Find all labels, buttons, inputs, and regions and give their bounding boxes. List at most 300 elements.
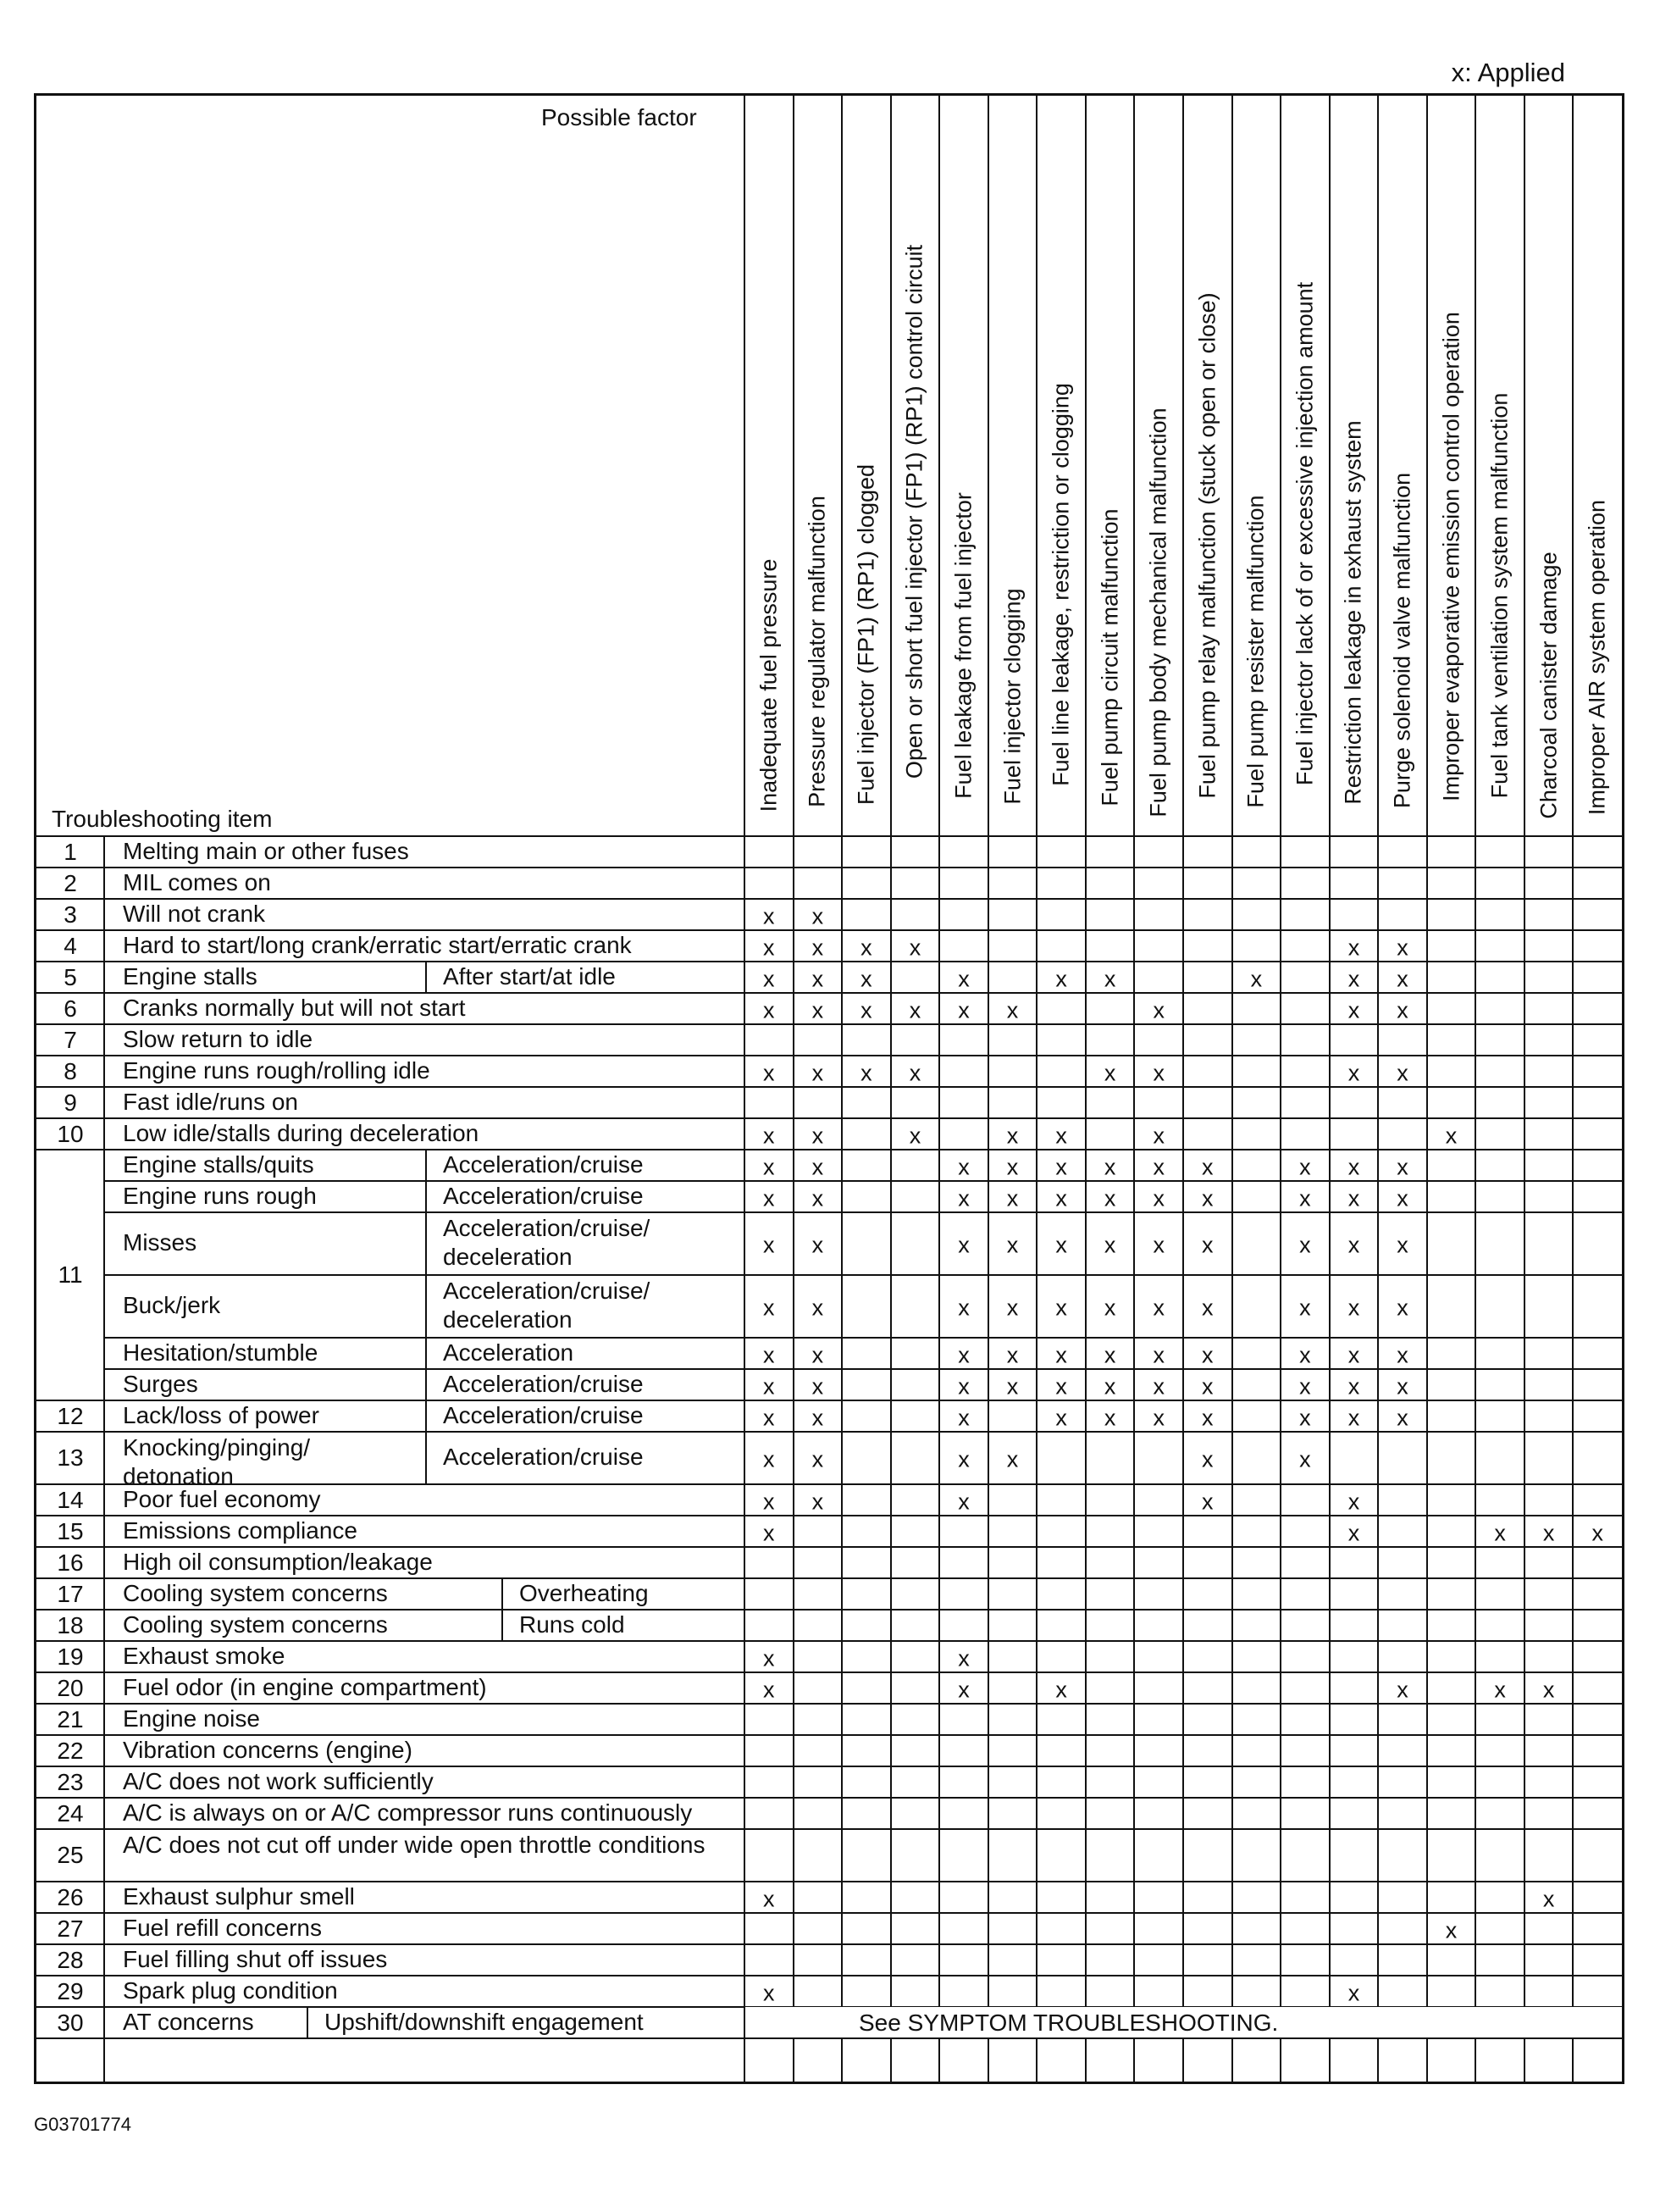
factor-column-header: Charcoal canister damage: [1536, 552, 1562, 819]
row-divider: [36, 1766, 1622, 1767]
column-divider: [890, 96, 892, 2082]
column-divider: [938, 96, 940, 2082]
figure-id: G03701774: [34, 2114, 131, 2135]
applied-mark: x: [860, 966, 872, 991]
applied-mark: x: [958, 1185, 970, 1211]
troubleshooting-item: Cranks normally but will not start: [123, 994, 466, 1021]
row-number: 30: [57, 2009, 84, 2036]
applied-mark: x: [909, 997, 921, 1023]
row-number: 29: [57, 1977, 84, 2004]
applied-mark: x: [1104, 1342, 1116, 1367]
row-divider: [36, 1703, 1622, 1705]
condition-divider: [501, 1610, 503, 1641]
applied-mark: x: [811, 1123, 824, 1148]
applied-mark: x: [763, 1405, 775, 1430]
applied-mark: x: [1397, 997, 1408, 1023]
row-divider: [36, 1546, 1622, 1548]
applied-mark: x: [811, 1489, 824, 1514]
applied-mark: x: [1006, 1232, 1019, 1258]
row-number: 4: [64, 932, 77, 959]
troubleshooting-item: Vibration concerns (engine): [123, 1736, 412, 1763]
condition-label: Overheating: [519, 1579, 649, 1606]
applied-mark: x: [1299, 1185, 1311, 1211]
applied-mark: x: [1397, 1185, 1408, 1211]
applied-mark: x: [1494, 1520, 1506, 1545]
applied-mark: x: [1397, 1232, 1408, 1258]
applied-mark: x: [811, 1154, 824, 1179]
row-divider: [36, 1975, 1622, 1976]
column-divider: [1182, 96, 1184, 2082]
troubleshooting-table: [34, 93, 1624, 2084]
column-divider: [1377, 96, 1379, 2082]
applied-mark: x: [1542, 1677, 1555, 1702]
row-divider: [36, 1640, 1622, 1642]
factor-column-header: Fuel injector clogging: [999, 588, 1026, 805]
possible-factor-label: Possible factor: [541, 104, 697, 130]
row-divider: [36, 1881, 1622, 1882]
troubleshooting-item: Engine stalls/quits: [123, 1150, 314, 1178]
applied-mark: x: [860, 934, 872, 960]
applied-mark: x: [860, 1060, 872, 1085]
applied-mark: x: [909, 1060, 921, 1085]
row-divider: [36, 1023, 1622, 1025]
applied-mark: x: [1494, 1677, 1506, 1702]
column-divider: [1280, 96, 1281, 2082]
applied-mark: x: [1055, 966, 1067, 991]
applied-mark: x: [1202, 1446, 1214, 1472]
condition-divider: [425, 1338, 427, 1369]
factor-column-header: Fuel pump body mechanical malfunction: [1145, 407, 1171, 818]
row-number: 9: [64, 1089, 77, 1116]
legend-text: x: Applied: [1451, 58, 1565, 87]
column-divider: [841, 96, 843, 2082]
applied-mark: x: [1104, 1154, 1116, 1179]
troubleshooting-item: Engine runs rough/rolling idle: [123, 1056, 430, 1084]
applied-mark: x: [1299, 1154, 1311, 1179]
row-number: 14: [57, 1486, 84, 1513]
applied-mark: x: [1153, 997, 1165, 1023]
row-number: 16: [57, 1549, 84, 1576]
applied-mark: x: [763, 1154, 775, 1179]
applied-mark: x: [811, 1373, 824, 1399]
applied-mark: x: [1104, 1232, 1116, 1258]
applied-mark: x: [1202, 1154, 1214, 1179]
applied-mark: x: [763, 1645, 775, 1671]
applied-mark: x: [958, 1446, 970, 1472]
troubleshooting-item: AT concerns: [123, 2008, 254, 2035]
row-divider: [36, 1828, 1622, 1830]
row-number: 25: [57, 1842, 84, 1868]
factor-column-header: Purge solenoid valve malfunction: [1389, 472, 1415, 808]
condition-divider: [425, 1275, 427, 1338]
row-number: 20: [57, 1674, 84, 1701]
applied-mark: x: [958, 1677, 970, 1702]
row-divider: [36, 1734, 1622, 1736]
applied-mark: x: [1055, 1154, 1067, 1179]
applied-mark: x: [1153, 1373, 1165, 1399]
row-divider: [36, 1117, 1622, 1119]
row-number: 2: [64, 869, 77, 896]
troubleshooting-item: Engine noise: [123, 1705, 260, 1732]
applied-mark: x: [909, 934, 921, 960]
applied-mark: x: [1153, 1123, 1165, 1148]
condition-divider: [425, 1369, 427, 1400]
row-divider: [36, 1086, 1622, 1088]
applied-mark: x: [1397, 1342, 1408, 1367]
troubleshooting-item-label: Troubleshooting item: [52, 806, 273, 832]
applied-mark: x: [1006, 1446, 1019, 1472]
condition-label: Acceleration/cruise: [443, 1182, 644, 1209]
applied-mark: x: [1104, 1294, 1116, 1321]
applied-mark: x: [958, 1489, 970, 1514]
row-number: 22: [57, 1737, 84, 1764]
troubleshooting-item: Exhaust smoke: [123, 1642, 285, 1669]
condition-label: After start/at idle: [443, 962, 616, 990]
applied-mark: x: [958, 1645, 970, 1671]
applied-mark: x: [958, 1232, 970, 1258]
condition-label: Acceleration/cruise: [443, 1370, 644, 1397]
row-number: 23: [57, 1768, 84, 1795]
applied-mark: x: [1104, 1373, 1116, 1399]
applied-mark: x: [1347, 934, 1360, 960]
applied-mark: x: [763, 1232, 775, 1258]
troubleshooting-item: Fuel odor (in engine compartment): [123, 1673, 487, 1700]
row-number: 11: [58, 1261, 83, 1288]
troubleshooting-item: Hesitation/stumble: [123, 1339, 318, 1366]
applied-mark: x: [811, 1294, 824, 1321]
row-divider: [36, 867, 1622, 868]
applied-mark: x: [1202, 1405, 1214, 1430]
header-divider: [36, 835, 1622, 837]
applied-mark: x: [1347, 1373, 1360, 1399]
factor-column-header: Fuel leakage from fuel injector: [950, 492, 977, 800]
row-divider: [36, 2037, 1622, 2039]
row-divider: [36, 1797, 1622, 1799]
troubleshooting-item: Engine stalls: [123, 962, 257, 990]
applied-mark: x: [1006, 1342, 1019, 1367]
troubleshooting-item: Hard to start/long crank/erratic start/erratic crank: [123, 931, 632, 958]
applied-mark: x: [1104, 1060, 1116, 1085]
applied-mark: x: [958, 997, 970, 1023]
row-number: 28: [57, 1946, 84, 1973]
factor-column-header: Fuel pump circuit malfunction: [1097, 508, 1123, 807]
applied-mark: x: [958, 1373, 970, 1399]
applied-mark: x: [763, 934, 775, 960]
applied-mark: x: [1006, 1185, 1019, 1211]
troubleshooting-item: MIL comes on: [123, 868, 271, 895]
applied-mark: x: [763, 1489, 775, 1514]
applied-mark: x: [1006, 1294, 1019, 1321]
applied-mark: x: [763, 1060, 775, 1085]
column-divider: [1133, 96, 1135, 2082]
factor-column-header: Improper AIR system operation: [1584, 499, 1610, 815]
applied-mark: x: [811, 966, 824, 991]
applied-mark: x: [763, 1446, 775, 1472]
troubleshooting-item: A/C does not work sufficiently: [123, 1767, 434, 1794]
row-number: 1: [64, 838, 77, 865]
number-column-divider: [103, 836, 105, 2082]
applied-mark: x: [1250, 966, 1263, 991]
row-divider: [36, 898, 1622, 900]
applied-mark: x: [1153, 1154, 1165, 1179]
applied-mark: x: [1153, 1185, 1165, 1211]
applied-mark: x: [1542, 1520, 1555, 1545]
row-divider: [36, 961, 1622, 962]
troubleshooting-item: Melting main or other fuses: [123, 837, 409, 864]
row-divider: [36, 929, 1622, 931]
column-divider: [1524, 96, 1525, 2082]
row-number: 7: [64, 1026, 77, 1053]
condition-label: Acceleration/cruise: [443, 1150, 644, 1178]
applied-mark: x: [1202, 1185, 1214, 1211]
troubleshooting-item: Misses: [123, 1229, 197, 1256]
applied-mark: x: [1347, 997, 1360, 1023]
factor-column-header: Fuel line leakage, restriction or clogging: [1048, 382, 1074, 786]
row-divider: [36, 1400, 1622, 1401]
row-divider: [36, 992, 1622, 994]
condition-label: Acceleration/cruise/ deceleration: [443, 1215, 650, 1270]
applied-mark: x: [1397, 966, 1408, 991]
applied-mark: x: [811, 934, 824, 960]
troubleshooting-item: Exhaust sulphur smell: [123, 1882, 355, 1910]
applied-mark: x: [958, 1294, 970, 1321]
condition-label: Acceleration/cruise: [443, 1401, 644, 1428]
applied-mark: x: [1153, 1060, 1165, 1085]
troubleshooting-item: Fuel filling shut off issues: [123, 1945, 388, 1972]
condition-label: Acceleration: [443, 1339, 574, 1366]
applied-mark: x: [1153, 1232, 1165, 1258]
applied-mark: x: [763, 997, 775, 1023]
applied-mark: x: [1055, 1294, 1067, 1321]
applied-mark: x: [1055, 1373, 1067, 1399]
applied-mark: x: [811, 1232, 824, 1258]
row-divider: [36, 1671, 1622, 1673]
applied-mark: x: [1299, 1232, 1311, 1258]
applied-mark: x: [1347, 1489, 1360, 1514]
applied-mark: x: [1347, 1980, 1360, 2005]
applied-mark: x: [1445, 1917, 1458, 1943]
applied-mark: x: [1202, 1342, 1214, 1367]
applied-mark: x: [763, 1342, 775, 1367]
applied-mark: x: [1397, 1373, 1408, 1399]
applied-mark: x: [763, 903, 775, 929]
applied-mark: x: [1299, 1405, 1311, 1430]
row-divider: [104, 1180, 1622, 1182]
troubleshooting-item: Emissions compliance: [123, 1516, 357, 1544]
row-number: 27: [57, 1915, 84, 1942]
row-number: 5: [64, 963, 77, 990]
troubleshooting-item: Slow return to idle: [123, 1025, 313, 1052]
applied-mark: x: [958, 1342, 970, 1367]
condition-divider: [425, 1181, 427, 1212]
applied-mark: x: [811, 997, 824, 1023]
troubleshooting-item: Spark plug condition: [123, 1976, 338, 2004]
factor-column-header: Fuel tank ventilation system malfunction: [1486, 392, 1513, 799]
applied-mark: x: [958, 966, 970, 991]
column-divider: [793, 96, 794, 2082]
row-number: 18: [57, 1611, 84, 1638]
column-divider: [1085, 96, 1087, 2082]
applied-mark: x: [1347, 1185, 1360, 1211]
applied-mark: x: [1445, 1123, 1458, 1148]
column-divider: [1231, 96, 1233, 2082]
row-number: 13: [57, 1444, 84, 1471]
applied-mark: x: [1055, 1123, 1067, 1148]
applied-mark: x: [811, 1405, 824, 1430]
applied-mark: x: [1055, 1342, 1067, 1367]
applied-mark: x: [1006, 1373, 1019, 1399]
row-divider: [36, 1609, 1622, 1610]
troubleshooting-item: Low idle/stalls during deceleration: [123, 1119, 479, 1146]
applied-mark: x: [811, 1342, 824, 1367]
applied-mark: x: [1055, 1185, 1067, 1211]
applied-mark: x: [763, 1185, 775, 1211]
applied-mark: x: [1347, 1154, 1360, 1179]
applied-mark: x: [1055, 1232, 1067, 1258]
applied-mark: x: [1591, 1520, 1603, 1545]
factor-column-header: Open or short fuel injector (FP1) (RP1) control circuit: [901, 244, 927, 779]
applied-mark: x: [1104, 1185, 1116, 1211]
applied-mark: x: [763, 1677, 775, 1702]
condition-label: Runs cold: [519, 1610, 625, 1638]
condition-divider: [425, 1212, 427, 1275]
applied-mark: x: [1347, 1520, 1360, 1545]
applied-mark: x: [1006, 1123, 1019, 1148]
column-divider: [1036, 96, 1038, 2082]
applied-mark: x: [1347, 1232, 1360, 1258]
applied-mark: x: [811, 903, 824, 929]
row-number: 24: [57, 1799, 84, 1827]
condition-divider: [425, 962, 427, 993]
row-divider: [36, 1055, 1622, 1056]
column-divider: [1475, 96, 1476, 2082]
troubleshooting-item: Lack/loss of power: [123, 1401, 319, 1428]
applied-mark: x: [1397, 1677, 1408, 1702]
applied-mark: x: [909, 1123, 921, 1148]
condition-divider: [425, 1150, 427, 1181]
applied-mark: x: [1299, 1373, 1311, 1399]
condition-divider: [425, 1400, 427, 1432]
applied-mark: x: [1153, 1405, 1165, 1430]
troubleshooting-item: Engine runs rough: [123, 1182, 317, 1209]
row-divider: [36, 1515, 1622, 1516]
applied-mark: x: [958, 1405, 970, 1430]
symptom-note: See SYMPTOM TROUBLESHOOTING.: [859, 2009, 1279, 2036]
applied-mark: x: [811, 1060, 824, 1085]
applied-mark: x: [763, 966, 775, 991]
troubleshooting-item: High oil consumption/leakage: [123, 1548, 433, 1575]
column-divider: [1329, 96, 1331, 2082]
row-number: 26: [57, 1883, 84, 1910]
troubleshooting-item: Fuel refill concerns: [123, 1914, 322, 1941]
condition-label: Upshift/downshift engagement: [324, 2008, 644, 2035]
applied-mark: x: [1347, 1405, 1360, 1430]
row-number: 8: [64, 1057, 77, 1084]
row-divider: [104, 1211, 1622, 1213]
row-divider: [36, 1943, 1622, 1945]
factor-column-header: Restriction leakage in exhaust system: [1340, 420, 1366, 805]
applied-mark: x: [1397, 1060, 1408, 1085]
applied-mark: x: [1397, 1405, 1408, 1430]
row-divider: [104, 1368, 1622, 1370]
applied-mark: x: [1347, 966, 1360, 991]
column-divider: [1572, 96, 1574, 2082]
applied-mark: x: [1299, 1446, 1311, 1472]
row-number: 17: [57, 1580, 84, 1607]
applied-mark: x: [1202, 1373, 1214, 1399]
applied-mark: x: [1299, 1342, 1311, 1367]
applied-mark: x: [1055, 1405, 1067, 1430]
applied-mark: x: [1153, 1342, 1165, 1367]
row-number: 21: [57, 1705, 84, 1732]
condition-divider: [425, 1432, 427, 1484]
applied-mark: x: [1153, 1294, 1165, 1321]
row-divider: [36, 1431, 1622, 1433]
applied-mark: x: [811, 1446, 824, 1472]
applied-mark: x: [958, 1154, 970, 1179]
troubleshooting-item: Buck/jerk: [123, 1292, 221, 1318]
troubleshooting-item: Will not crank: [123, 900, 266, 927]
applied-mark: x: [1397, 1294, 1408, 1321]
factor-column-header: Fuel injector lack of or excessive injection amount: [1292, 282, 1318, 786]
condition-label: Acceleration/cruise/ deceleration: [443, 1278, 650, 1333]
troubleshooting-item: Cooling system concerns: [123, 1579, 388, 1606]
applied-mark: x: [811, 1185, 824, 1211]
row-divider: [104, 1337, 1622, 1339]
factor-column-header: Fuel injector (FP1) (RP1) clogged: [853, 464, 879, 806]
item-column-divider: [744, 96, 745, 2082]
row-divider: [36, 1577, 1622, 1579]
row-number: 3: [64, 901, 77, 928]
applied-mark: x: [1202, 1294, 1214, 1321]
troubleshooting-item: A/C does not cut off under wide open throttle conditions: [123, 1832, 706, 1858]
row-divider: [104, 1274, 1622, 1276]
factor-column-header: Improper evaporative emission control operation: [1438, 311, 1464, 801]
troubleshooting-item: Cooling system concerns: [123, 1610, 388, 1638]
row-number: 6: [64, 995, 77, 1022]
applied-mark: x: [1055, 1677, 1067, 1702]
applied-mark: x: [1006, 997, 1019, 1023]
applied-mark: x: [1397, 1154, 1408, 1179]
applied-mark: x: [763, 1373, 775, 1399]
applied-mark: x: [763, 1886, 775, 1911]
applied-mark: x: [763, 1980, 775, 2005]
column-divider: [988, 96, 989, 2082]
row-divider: [36, 1149, 1622, 1150]
applied-mark: x: [763, 1123, 775, 1148]
troubleshooting-item: Surges: [123, 1370, 198, 1397]
row-number: 15: [57, 1517, 84, 1544]
factor-column-header: Inadequate fuel pressure: [755, 558, 782, 812]
condition-divider: [307, 2007, 308, 2038]
troubleshooting-item: Poor fuel economy: [123, 1485, 321, 1512]
applied-mark: x: [1542, 1886, 1555, 1911]
condition-divider: [501, 1578, 503, 1610]
row-number: 19: [57, 1643, 84, 1670]
troubleshooting-item: A/C is always on or A/C compressor runs continuously: [123, 1799, 693, 1826]
applied-mark: x: [1347, 1060, 1360, 1085]
row-divider: [36, 1912, 1622, 1914]
applied-mark: x: [1202, 1232, 1214, 1258]
applied-mark: x: [1202, 1489, 1214, 1514]
applied-mark: x: [1347, 1342, 1360, 1367]
applied-mark: x: [1104, 1405, 1116, 1430]
applied-mark: x: [1104, 966, 1116, 991]
applied-mark: x: [1006, 1154, 1019, 1179]
troubleshooting-item: Knocking/pinging/ detonation: [123, 1434, 311, 1489]
applied-mark: x: [763, 1294, 775, 1321]
row-number: 10: [57, 1120, 84, 1147]
